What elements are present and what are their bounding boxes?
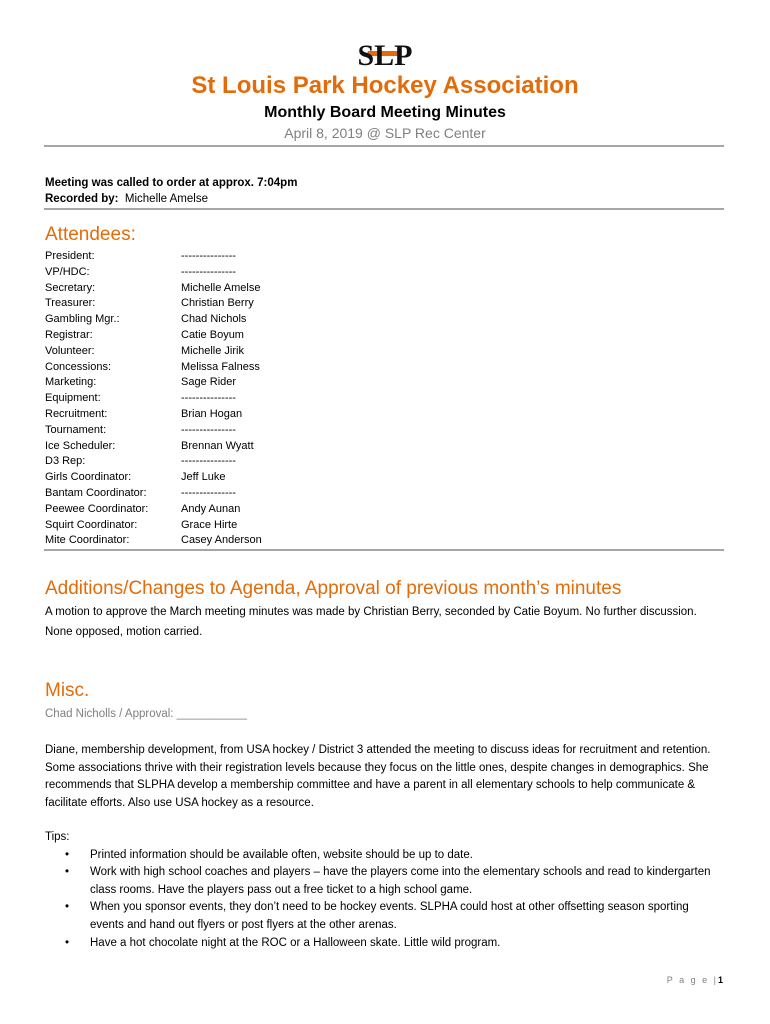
tips-label: Tips: xyxy=(45,831,70,843)
misc-approval: Chad Nicholls / Approval: ___________ xyxy=(45,708,248,720)
bullet-icon: • xyxy=(65,901,70,914)
attendee-role: Volunteer: xyxy=(45,344,95,357)
attendee-role: Concessions: xyxy=(45,360,112,373)
attendee-name: --------------- xyxy=(181,265,236,278)
logo-text: SLP xyxy=(357,39,413,72)
attendee-name: Jeff Luke xyxy=(181,471,226,484)
attendee-row xyxy=(45,454,262,470)
attendee-role: Treasurer: xyxy=(45,297,96,310)
attendee-role: President: xyxy=(45,250,95,262)
tip-item xyxy=(45,864,725,899)
attendee-row xyxy=(45,249,262,265)
tip-text: When you sponsor events, they don’t need to be hockey events. SLPHA could host at other offsetting season sporting events and hand out flyers or post flyers at the other arenas. xyxy=(90,901,689,931)
misc-heading: Misc. xyxy=(45,680,90,701)
attendee-role: D3 Rep: xyxy=(45,455,86,468)
attendee-row xyxy=(45,281,262,297)
meta-divider xyxy=(44,208,724,210)
attendee-role: Bantam Coordinator: xyxy=(45,486,147,499)
bullet-icon: • xyxy=(65,866,70,879)
attendee-name: Christian Berry xyxy=(181,297,254,310)
tips-section xyxy=(45,829,725,952)
meeting-date-location: April 8, 2019 @ SLP Rec Center xyxy=(284,125,486,141)
attendee-name: --------------- xyxy=(181,392,236,405)
attendee-name: Chad Nichols xyxy=(181,313,247,326)
tip-item xyxy=(45,935,725,953)
called-to-order: Meeting was called to order at approx. 7:04pm xyxy=(45,177,298,189)
attendee-role: Registrar: xyxy=(45,328,93,341)
tip-text: Work with high school coaches and players – have the players come into the elementary schools and read to kindergarten class rooms. Have the players pass out a free ticket to a high school game. xyxy=(90,866,711,896)
page-label: P a g e xyxy=(666,975,710,985)
attendee-row xyxy=(45,344,262,360)
meeting-meta xyxy=(45,175,725,207)
attendee-name: Andy Aunan xyxy=(181,502,241,515)
attendee-name: Melissa Falness xyxy=(181,360,260,373)
attendee-role: Recruitment: xyxy=(45,407,108,420)
recorded-by-label: Recorded by: xyxy=(45,193,119,205)
attendee-row xyxy=(45,423,262,439)
attendee-role: Tournament: xyxy=(45,423,107,436)
attendee-name: Brennan Wyatt xyxy=(181,439,254,452)
agenda-text: A motion to approve the March meeting minutes was made by Christian Berry, seconded by Catie Boyum. No further discussion. None opposed, motion carried. xyxy=(45,606,697,638)
attendee-role: Secretary: xyxy=(45,281,96,294)
attendee-row xyxy=(45,518,262,534)
attendee-row xyxy=(45,533,262,549)
attendee-name: --------------- xyxy=(181,423,236,436)
attendee-row xyxy=(45,328,262,344)
attendee-role: Gambling Mgr.: xyxy=(45,313,120,326)
attendee-name: Michelle Amelse xyxy=(181,281,261,294)
attendees-divider xyxy=(44,549,724,551)
attendee-role: Equipment: xyxy=(45,392,101,405)
attendees-heading: Attendees: xyxy=(45,224,136,245)
attendee-name: Sage Rider xyxy=(181,376,237,389)
attendee-role: VP/HDC: xyxy=(45,265,90,278)
page-number: 1 xyxy=(717,975,723,985)
attendee-row xyxy=(45,439,262,455)
attendee-row xyxy=(45,375,262,391)
organization-name: St Louis Park Hockey Association xyxy=(191,72,579,99)
attendee-name: Catie Boyum xyxy=(181,328,244,341)
attendee-role: Girls Coordinator: xyxy=(45,471,132,484)
bullet-icon: • xyxy=(65,848,70,861)
attendee-name: Grace Hirte xyxy=(181,518,238,531)
attendee-name: --------------- xyxy=(181,250,236,262)
attendee-row xyxy=(45,296,262,312)
attendee-row xyxy=(45,360,262,376)
attendee-name: Casey Anderson xyxy=(181,534,262,547)
tips-list xyxy=(45,847,725,953)
page-separator: | xyxy=(713,975,718,985)
attendee-name: Michelle Jirik xyxy=(181,344,244,357)
attendee-name: Brian Hogan xyxy=(181,407,243,420)
attendee-name: --------------- xyxy=(181,486,236,499)
page-footer xyxy=(667,975,723,985)
header-divider xyxy=(44,145,724,147)
attendee-role: Mite Coordinator: xyxy=(45,534,130,547)
recorded-by-value: Michelle Amelse xyxy=(124,193,208,205)
attendee-row xyxy=(45,391,262,407)
attendee-row xyxy=(45,265,262,281)
misc-paragraph: Diane, membership development, from USA hockey / District 3 attended the meeting to discuss ideas for recruitment and retention. Some associations thrive with their registration levels because they focus on the little ones, despite changes in demographics. She recommends that SLPHA develop a membership committee and have a parent in all elementary schools to help communicate & facilitate efforts. Also use USA hockey as a resource. xyxy=(45,744,711,809)
document-title: Monthly Board Meeting Minutes xyxy=(264,104,506,121)
attendee-row xyxy=(45,470,262,486)
attendee-row xyxy=(45,312,262,328)
attendee-row xyxy=(45,407,262,423)
tip-text: Printed information should be available often, website should be up to date. xyxy=(90,848,473,861)
attendee-name: --------------- xyxy=(181,455,236,468)
attendees-list xyxy=(45,249,262,549)
tip-text: Have a hot chocolate night at the ROC or a Halloween skate. Little wild program. xyxy=(90,936,501,949)
tip-item xyxy=(45,847,725,865)
attendee-role: Marketing: xyxy=(45,376,97,389)
attendee-role: Squirt Coordinator: xyxy=(45,518,138,531)
tip-item xyxy=(45,899,725,934)
bullet-icon: • xyxy=(65,936,70,949)
attendee-row xyxy=(45,502,262,518)
attendee-role: Peewee Coordinator: xyxy=(45,502,149,515)
slp-logo xyxy=(357,33,413,73)
attendee-role: Ice Scheduler: xyxy=(45,439,116,452)
attendee-row xyxy=(45,486,262,502)
agenda-heading: Additions/Changes to Agenda, Approval of previous month’s minutes xyxy=(45,578,622,599)
